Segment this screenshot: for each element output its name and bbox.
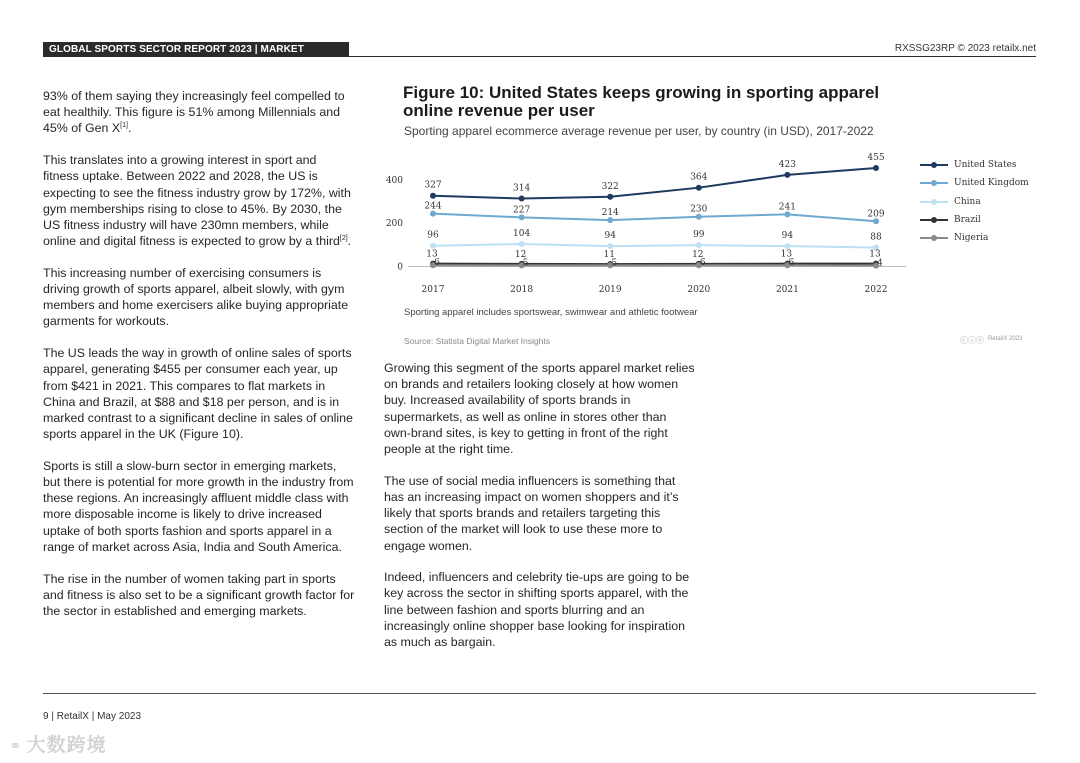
data-label: 214 xyxy=(601,208,619,219)
data-label: 4 xyxy=(877,258,883,269)
series-line-china xyxy=(433,244,876,247)
paragraph: This increasing number of exercising consumers is driving growth of sports apparel, albeit slowly, with gym members and home exercisers alike buying appropriate garments for workouts. xyxy=(43,265,349,329)
paragraph: Sports is still a slow-burn sector in emerging markets, but there is potential for more growth in the industry from these regions. An increasingly affluent middle class with more disposable income is likely to drive increased uptake of both sports fashion and sports apparel in a range of market across Asia, India and South America. xyxy=(43,458,354,554)
data-label: 314 xyxy=(513,183,531,194)
data-label: 96 xyxy=(427,230,439,241)
x-tick-label: 2019 xyxy=(598,285,622,295)
data-label: 5 xyxy=(611,258,618,269)
legend-item xyxy=(920,156,1029,174)
data-label: 104 xyxy=(513,228,531,239)
data-point xyxy=(607,243,613,249)
data-point xyxy=(873,165,879,171)
data-label: 13 xyxy=(426,249,438,260)
x-tick-label: 2017 xyxy=(421,285,445,295)
middle-text-column xyxy=(384,360,696,666)
paragraph: Growing this segment of the sports apparel market relies on brands and retailers looking closely at how women buy. Increased availability of sports brands in supermarkets, as well as online in stores other than own-brand sites, is key to getting in front of the right people at the right time. xyxy=(384,361,695,457)
data-label: 13 xyxy=(780,249,793,260)
legend-item xyxy=(920,229,1029,247)
paragraph: The rise in the number of women taking part in sports and fitness is also set to be a significant growth factor for the sector in established and emerging markets. xyxy=(43,571,355,618)
x-tick-label: 2022 xyxy=(864,285,888,295)
watermark xyxy=(9,730,107,757)
legend-swatch xyxy=(920,215,948,225)
report-code: RXSSG23RP © 2023 retailx.net xyxy=(894,43,1036,54)
data-point xyxy=(519,241,525,247)
legend-swatch xyxy=(920,197,948,207)
paragraph: This translates into a growing interest in sport and fitness uptake. Between 2022 and 2028, the US is expecting to see the fitness industry grow by 172%, with gym memberships rising to close to 45%. By 2030, the US fitness industry will have 230mn members, while online and digital fitness is expected to grow by a third[2]. xyxy=(43,153,352,249)
page-footer: 9 | RetailX | May 2023 xyxy=(43,711,142,722)
data-label: 230 xyxy=(690,204,708,215)
legend-swatch xyxy=(920,178,948,188)
x-tick-label: 2018 xyxy=(510,285,534,295)
data-label: 209 xyxy=(867,209,885,220)
paragraph: Indeed, influencers and celebrity tie-ups are going to be key across the sector in shifting sports apparel, with the line between fashion and sports blurring and an increasingly online shopper base looking for inspiration as much as bargain. xyxy=(384,570,690,650)
data-label: 12 xyxy=(514,249,527,260)
legend-label: United Kingdom xyxy=(954,178,1029,189)
footnote-ref: [2] xyxy=(339,235,348,242)
legend-swatch xyxy=(920,160,948,170)
chart-legend xyxy=(920,156,1029,247)
data-label: 5 xyxy=(522,258,529,269)
footer-divider xyxy=(43,693,1036,694)
data-label: 99 xyxy=(693,230,705,241)
paragraph: 93% of them saying they increasingly feel compelled to eat healthily. This figure is 51% among Millennials and 45% of Gen X[1]. xyxy=(43,89,345,136)
data-label: 94 xyxy=(604,231,616,242)
data-point xyxy=(430,243,436,249)
report-section-header: GLOBAL SPORTS SECTOR REPORT 2023 | MARKET SEGMENTS xyxy=(43,42,349,57)
figure-title: Figure 10: United States keeps growing in sporting apparel online revenue per user xyxy=(403,83,880,120)
data-label: 364 xyxy=(690,172,708,183)
data-label: 12 xyxy=(692,249,704,260)
data-label: 6 xyxy=(699,258,706,269)
data-point xyxy=(696,185,702,191)
data-point xyxy=(519,196,525,202)
legend-item xyxy=(920,174,1029,192)
data-label: 327 xyxy=(424,180,442,191)
data-point xyxy=(784,243,790,249)
data-point xyxy=(607,194,613,200)
legend-label: United States xyxy=(954,160,1017,171)
data-label: 94 xyxy=(781,231,794,242)
legend-label: Nigeria xyxy=(954,233,989,244)
line-chart xyxy=(380,148,910,303)
paragraph: The US leads the way in growth of online sales of sports apparel, generating $455 per consumer each year, up from $421 in 2021. This compares to flat markets in China and Brazil, at $88 and $18 per person, and is in marked contrast to a significant decline in sales of online sports apparel in the UK (Figure 10). xyxy=(43,346,353,442)
legend-item xyxy=(920,193,1029,211)
data-label: 322 xyxy=(601,181,619,192)
figure-number: 10 xyxy=(459,83,479,102)
data-point xyxy=(696,242,702,248)
footnote-ref: [1] xyxy=(120,122,128,130)
data-label: 88 xyxy=(870,232,882,243)
legend-item xyxy=(920,211,1029,229)
y-tick-label: 400 xyxy=(385,175,403,186)
data-label: 13 xyxy=(869,249,881,260)
watermark-text: 大数跨境 xyxy=(26,735,107,756)
chart-source: Source: Statista Digital Market Insights xyxy=(404,336,550,346)
series-line-united-kingdom xyxy=(433,214,876,222)
figure-label: Figure xyxy=(403,83,455,102)
x-tick-label: 2020 xyxy=(687,285,711,295)
series-line-united-states xyxy=(433,168,876,199)
data-label: 11 xyxy=(603,250,615,261)
creative-commons-icon: ⓒⓘⓔ xyxy=(960,336,984,345)
data-label: 6 xyxy=(788,258,795,269)
chart-credit: RetailX 2023 xyxy=(988,336,1023,342)
figure-title-text: United States keeps growing in sporting apparel online revenue per user xyxy=(403,83,880,120)
data-point xyxy=(784,172,790,178)
data-point xyxy=(430,193,436,199)
legend-swatch xyxy=(920,233,948,243)
y-tick-label: 200 xyxy=(385,219,403,230)
watermark-logo-icon: ⚭ xyxy=(9,738,23,755)
data-label: 227 xyxy=(513,205,531,216)
figure-subtitle: Sporting apparel ecommerce average revenue per user, by country (in USD), 2017-2022 xyxy=(404,124,874,138)
paragraph: The use of social media influencers is something that has an increasing impact on women shoppers and it’s likely that sports brands and retailers targeting this section of the market will look to use these more to engage women. xyxy=(384,473,679,553)
data-label: 244 xyxy=(424,201,442,212)
data-label: 423 xyxy=(778,159,796,170)
left-text-column xyxy=(43,88,355,635)
header-divider xyxy=(43,56,1036,57)
legend-label: China xyxy=(954,196,981,207)
legend-label: Brazil xyxy=(954,215,981,226)
x-tick-label: 2021 xyxy=(775,285,799,295)
data-label: 455 xyxy=(867,152,885,163)
chart-note: Sporting apparel includes sportswear, swimwear and athletic footwear xyxy=(404,307,698,318)
data-label: 241 xyxy=(778,202,796,213)
data-label: 6 xyxy=(434,258,440,269)
y-tick-label: 0 xyxy=(397,262,403,273)
